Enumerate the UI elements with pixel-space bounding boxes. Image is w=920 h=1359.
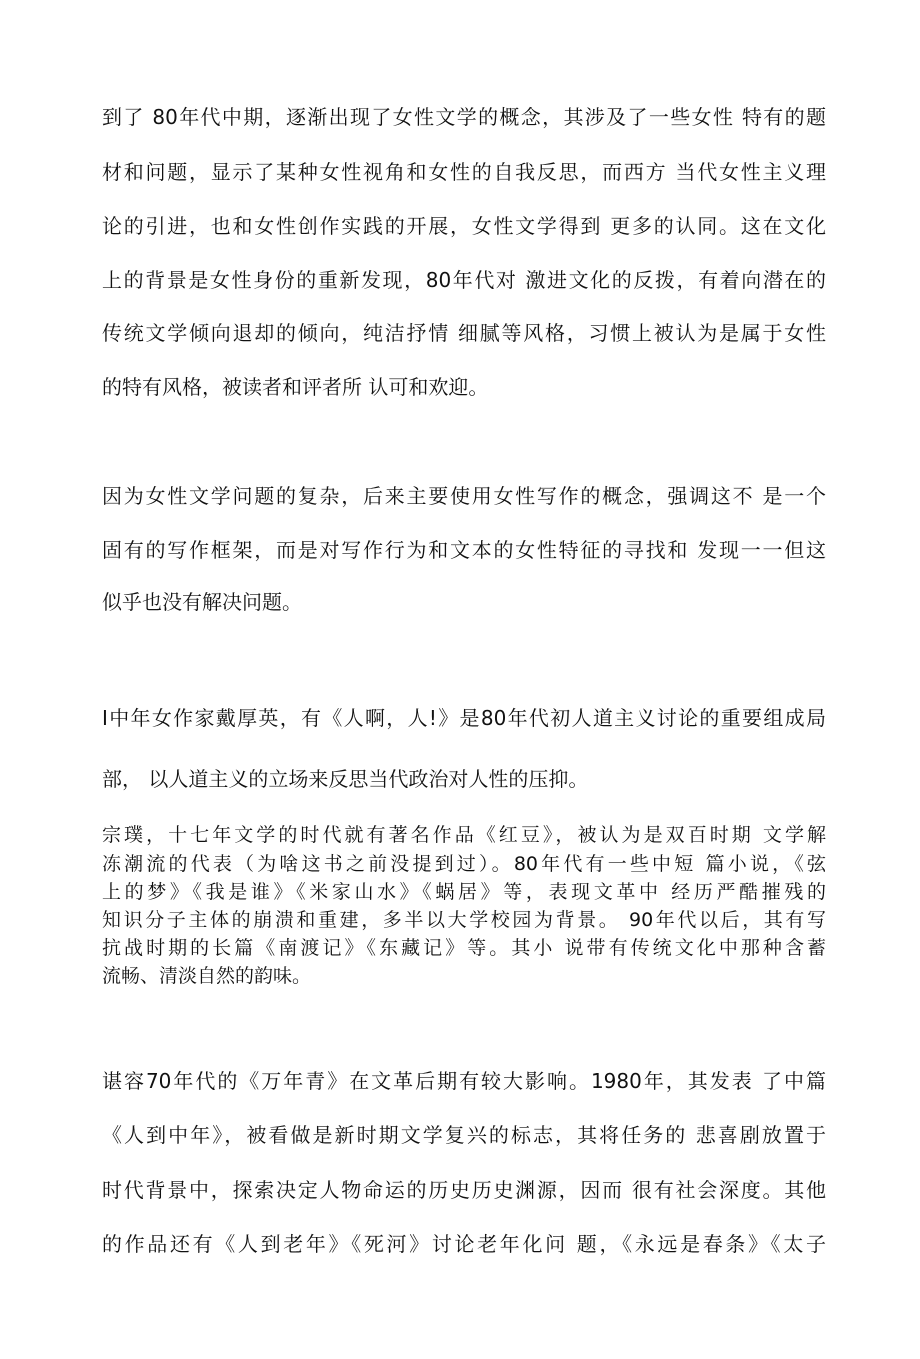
paragraph-line: 固有的写作框架，而是对写作行为和文本的女性特征的寻找和 发现一一但这: [102, 538, 826, 562]
paragraph-line: 因为女性文学问题的复杂，后来主要使用女性写作的概念，强调这不 是一个: [102, 484, 826, 508]
paragraph-line: 论的引进，也和女性创作实践的开展，女性文学得到 更多的认同。这在文化: [102, 214, 826, 238]
paragraph-line: 传统文学倾向退却的倾向，纯洁抒情 细腻等风格，习惯上被认为是属于女性: [102, 321, 826, 345]
paragraph-line: 到了 80年代中期，逐渐出现了女性文学的概念，其涉及了一些女性 特有的题: [102, 105, 826, 129]
paragraph-line: 《人到中年》，被看做是新时期文学复兴的标志，其将任务的 悲喜剧放置于: [102, 1123, 826, 1147]
paragraph-line: 流畅、清淡自然的韵味。: [102, 965, 312, 987]
paragraph-line: 宗璞，十七年文学的时代就有著名作品《红豆》，被认为是双百时期 文学解: [102, 824, 826, 846]
paragraph-line: I中年女作家戴厚英，有《人啊，人!》是80年代初人道主义讨论的重要组成局: [102, 706, 826, 730]
paragraph-line: 的特有风格，被读者和评者所 认可和欢迎。: [102, 375, 489, 399]
paragraph-line: 抗战时期的长篇《南渡记》《东藏记》等。其小 说带有传统文化中那种含蓄: [102, 937, 826, 959]
paragraph-line: 部， 以人道主义的立场来反思当代政治对人性的压抑。: [102, 767, 589, 791]
paragraph-line: 上的梦》《我是谁》《米家山水》《蜗居》等，表现文革中 经历严酷摧残的: [102, 881, 826, 903]
paragraph-line: 冻潮流的代表（为啥这书之前没提到过）。80年代有一些中短 篇小说，《弦: [102, 853, 826, 875]
paragraph-line: 材和问题，显示了某种女性视角和女性的自我反思，而西方 当代女性主义理: [102, 160, 826, 184]
paragraph-line: 时代背景中，探索决定人物命运的历史历史渊源，因而 很有社会深度。其他: [102, 1178, 826, 1202]
paragraph-line: 的作品还有《人到老年》《死河》讨论老年化问 题，《永远是春条》《太子: [102, 1232, 826, 1256]
paragraph-line: 知识分子主体的崩溃和重建，多半以大学校园为背景。 90年代以后，其有写: [102, 909, 826, 931]
paragraph-line: 似乎也没有解决问题。: [102, 590, 302, 614]
paragraph-line: 上的背景是女性身份的重新发现，80年代对 激进文化的反拨，有着向潜在的: [102, 268, 826, 292]
paragraph-line: 谌容70年代的《万年青》在文革后期有较大影响。1980年，其发表 了中篇: [102, 1069, 826, 1093]
